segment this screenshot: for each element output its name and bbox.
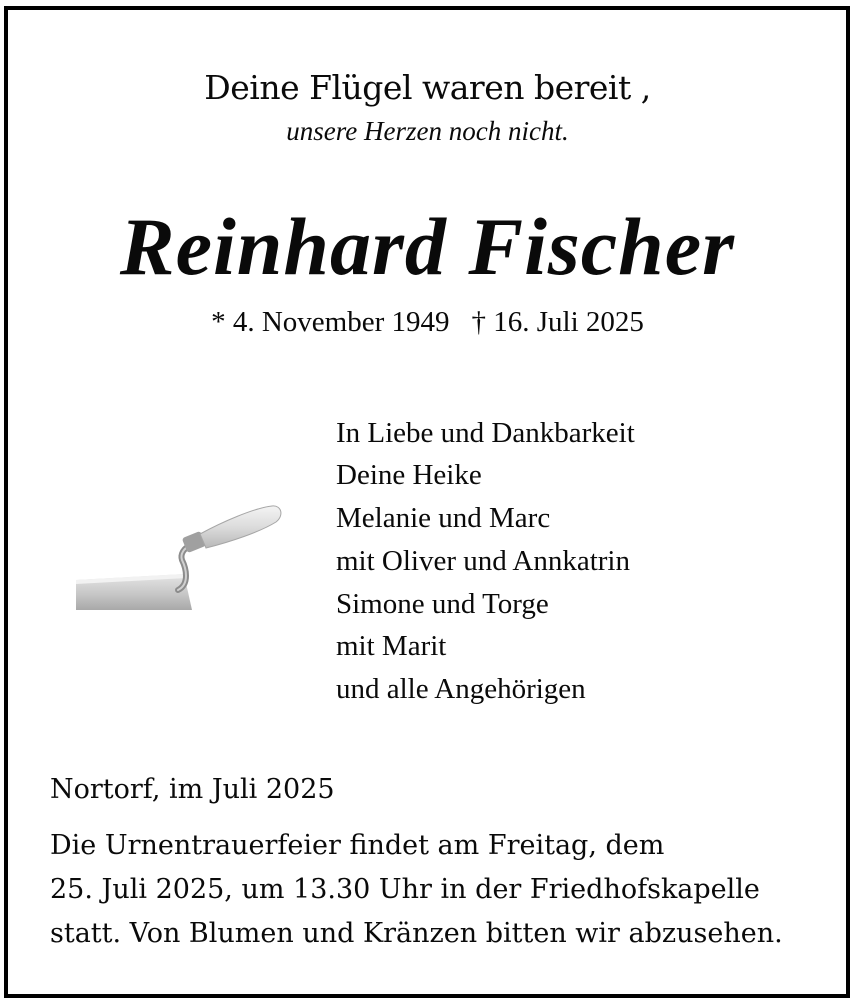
birth-date: * 4. November 1949 [211, 306, 450, 338]
mourner-name: und alle Angehörigen [336, 673, 586, 705]
mourner-name: mit Oliver und Annkatrin [336, 545, 630, 577]
mourner-name: Melanie und Marc [336, 502, 551, 534]
ceremony-line: 25. Juli 2025, um 13.30 Uhr in der Friedhofskapelle [50, 874, 760, 905]
mourner-name: mit Marit [336, 630, 447, 662]
trowel-icon [72, 498, 286, 616]
place-and-date: Nortorf, im Juli 2025 [50, 774, 335, 805]
life-dates [0, 306, 855, 339]
mourner-name: Deine Heike [336, 459, 482, 491]
quote-line-1: Deine Flügel waren bereit , [204, 68, 651, 107]
death-date: † 16. Juli 2025 [471, 306, 644, 338]
mourner-name: Simone und Torge [336, 588, 549, 620]
ceremony-line: statt. Von Blumen und Kränzen bitten wir abzusehen. [50, 918, 783, 949]
quote-line-2: unsere Herzen noch nicht. [286, 116, 569, 146]
mourners-intro: In Liebe und Dankbarkeit [336, 417, 635, 449]
ceremony-line: Die Urnentrauerfeier findet am Freitag, dem [50, 830, 665, 861]
deceased-name: Reinhard Fischer [119, 201, 736, 292]
